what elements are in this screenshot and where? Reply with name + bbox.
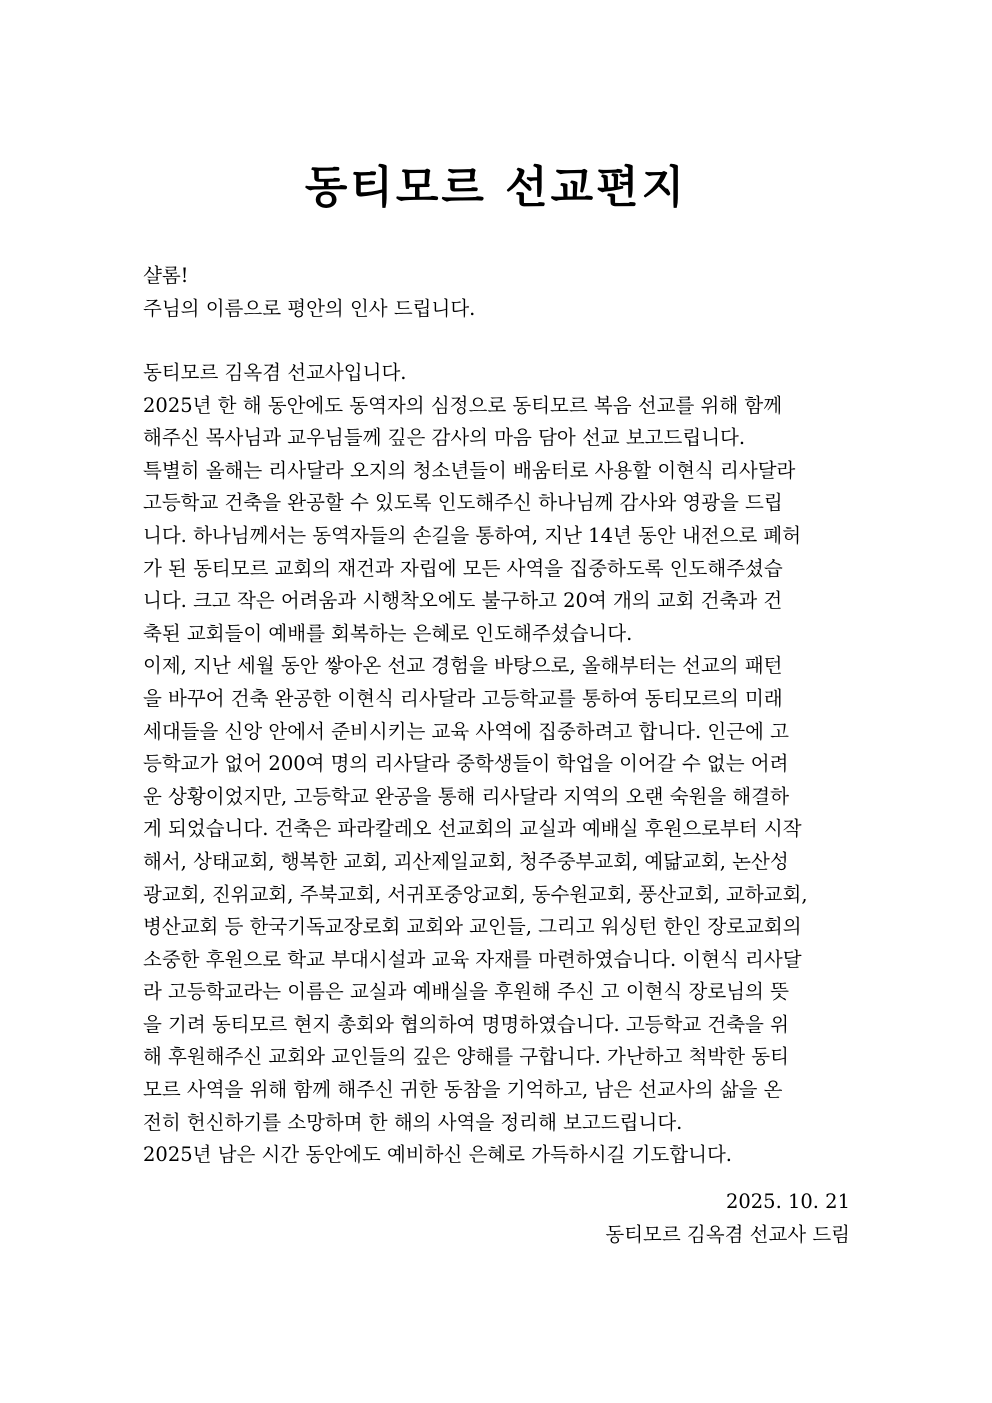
letter-line: 2025년 남은 시간 동안에도 예비하신 은혜로 가득하시길 기도합니다. <box>143 1143 732 1167</box>
letter-line: 해서, 상태교회, 행복한 교회, 괴산제일교회, 청주중부교회, 예닮교회, 논산성 <box>143 849 789 873</box>
letter-line: 전히 헌신하기를 소망하며 한 해의 사역을 정리해 보고드립니다. <box>143 1110 683 1134</box>
letter-line: 특별히 올해는 리사달라 오지의 청소년들이 배움터로 사용할 이현식 리사달라 <box>143 458 796 482</box>
letter-line: 광교회, 진위교회, 주북교회, 서귀포중앙교회, 동수원교회, 풍산교회, 교하교회, <box>143 882 808 906</box>
letter-line: 이제, 지난 세월 동안 쌓아온 선교 경험을 바탕으로, 올해부터는 선교의 패턴 <box>143 654 783 678</box>
letter-line: 을 바꾸어 건축 완공한 이현식 리사달라 고등학교를 통하여 동티모르의 미래 <box>143 686 783 710</box>
letter-line: 라 고등학교라는 이름은 교실과 예배실을 후원해 주신 고 이현식 장로님의 뜻 <box>143 980 789 1004</box>
signature: 동티모르 김옥겸 선교사 드림 <box>605 1222 850 1246</box>
letter-line: 세대들을 신앙 안에서 준비시키는 교육 사역에 집중하려고 합니다. 인근에 고 <box>143 719 789 743</box>
letter-line: 축된 교회들이 예배를 회복하는 은혜로 인도해주셨습니다. <box>143 621 633 645</box>
letter-line: 니다. 크고 작은 어려움과 시행착오에도 불구하고 20여 개의 교회 건축과 건 <box>143 589 783 613</box>
letter-line: 해 후원해주신 교회와 교인들의 깊은 양해를 구합니다. 가난하고 척박한 동티 <box>143 1045 789 1069</box>
page-title: 동티모르 선교편지 <box>304 162 688 213</box>
letter-line: 모르 사역을 위해 함께 해주신 귀한 동참을 기억하고, 남은 선교사의 삶을 온 <box>143 1078 783 1102</box>
letter-body <box>143 357 851 1172</box>
letter-line: 운 상황이었지만, 고등학교 완공을 통해 리사달라 지역의 오랜 숙원을 해결하 <box>143 784 789 808</box>
closing-block <box>605 1186 850 1251</box>
letter-date: 2025. 10. 21 <box>725 1190 850 1213</box>
letter-line: 가 된 동티모르 교회의 재건과 자립에 모든 사역을 집중하도록 인도해주셨습 <box>143 556 783 580</box>
letter-line: 동티모르 김옥겸 선교사입니다. <box>143 361 407 384</box>
letter-line: 게 되었습니다. 건축은 파라칼레오 선교회의 교실과 예배실 후원으로부터 시작 <box>143 817 802 841</box>
letter-line: 소중한 후원으로 학교 부대시설과 교육 자재를 마련하였습니다. 이현식 리사달 <box>143 947 802 971</box>
letter-line: 니다. 하나님께서는 동역자들의 손길을 통하여, 지난 14년 동안 내전으로 폐허 <box>143 523 802 547</box>
letter-line: 을 기려 동티모르 현지 총회와 협의하여 명명하였습니다. 고등학교 건축을 위 <box>143 1012 789 1036</box>
greeting <box>143 260 851 325</box>
letter-line: 등학교가 없어 200여 명의 리사달라 중학생들이 학업을 이어갈 수 없는 어려 <box>143 752 789 776</box>
letter-line: 해주신 목사님과 교우님들께 깊은 감사의 마음 담아 선교 보고드립니다. <box>143 426 746 450</box>
letter-line: 병산교회 등 한국기독교장로회 교회와 교인들, 그리고 워싱턴 한인 장로교회의 <box>143 915 802 939</box>
letter-line: 2025년 한 해 동안에도 동역자의 심정으로 동티모르 복음 선교를 위해 함께 <box>143 393 783 417</box>
greeting-shalom: 샬롬! <box>143 264 189 287</box>
greeting-peace: 주님의 이름으로 평안의 인사 드립니다. <box>143 296 476 320</box>
letter-line: 고등학교 건축을 완공할 수 있도록 인도해주신 하나님께 감사와 영광을 드립 <box>143 491 783 515</box>
